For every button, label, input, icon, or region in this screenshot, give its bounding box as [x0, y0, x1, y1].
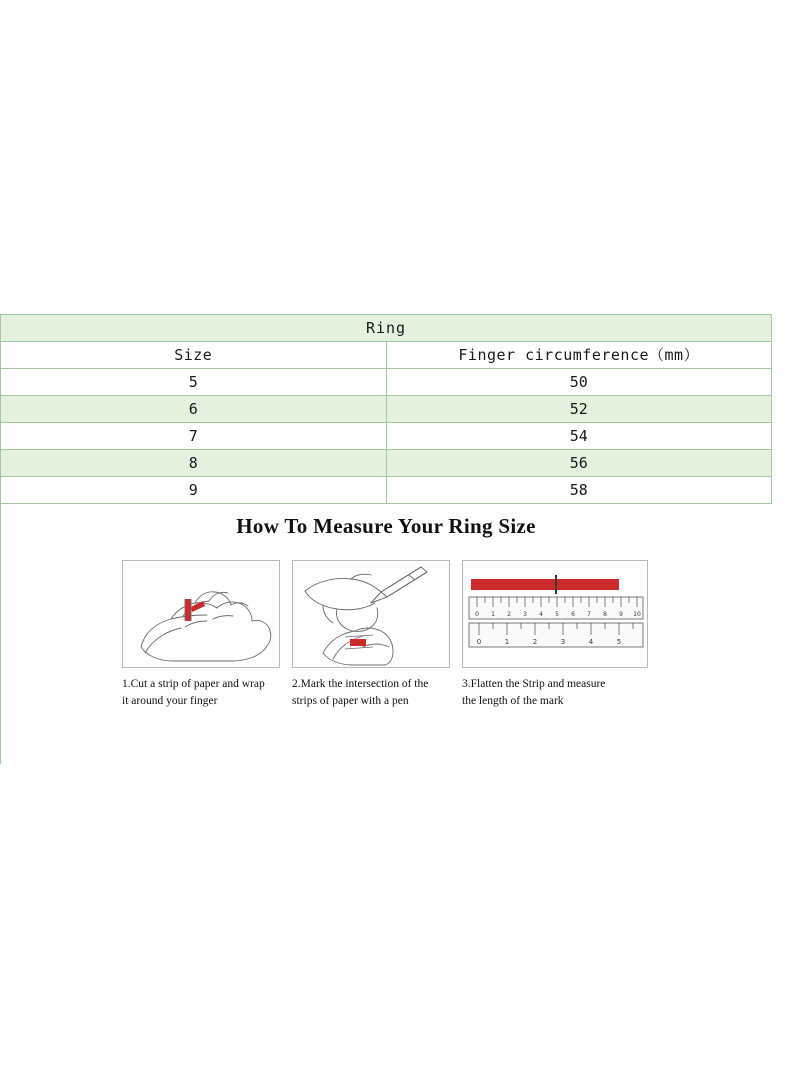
ring-size-table-container — [0, 314, 772, 504]
step-1-caption-line2: it around your finger — [122, 695, 218, 707]
cell-size: 5 — [1, 369, 387, 396]
svg-text:3: 3 — [523, 611, 527, 618]
cell-circumference: 56 — [386, 450, 772, 477]
table-row — [1, 396, 772, 423]
how-to-measure-heading: How To Measure Your Ring Size — [236, 514, 536, 538]
svg-text:7: 7 — [587, 611, 591, 618]
table-title-row — [1, 315, 772, 342]
svg-text:4: 4 — [539, 611, 543, 618]
svg-text:2: 2 — [532, 638, 538, 646]
header-circumference: Finger circumference（mm） — [386, 342, 772, 369]
cell-circumference: 52 — [386, 396, 772, 423]
cell-size: 7 — [1, 423, 387, 450]
step-3 — [462, 560, 650, 710]
svg-text:6: 6 — [571, 611, 575, 618]
ring-size-table — [0, 314, 772, 504]
table-row — [1, 450, 772, 477]
cell-size: 6 — [1, 396, 387, 423]
step-2-caption-line1: 2.Mark the intersection of the — [292, 678, 429, 690]
cell-size: 9 — [1, 477, 387, 504]
step-2 — [292, 560, 452, 710]
table-header-row — [1, 342, 772, 369]
step-1 — [122, 560, 282, 710]
svg-text:8: 8 — [603, 611, 607, 618]
header-size: Size — [1, 342, 387, 369]
step-2-caption-line2: strips of paper with a pen — [292, 695, 409, 707]
cell-circumference: 54 — [386, 423, 772, 450]
svg-text:1: 1 — [491, 611, 495, 618]
hand-with-paper-strip-illustration — [122, 560, 280, 668]
step-3-caption — [462, 676, 650, 710]
step-1-caption-line1: 1.Cut a strip of paper and wrap — [122, 678, 265, 690]
svg-text:3: 3 — [560, 638, 566, 646]
ruler-measuring-flattened-strip-illustration — [462, 560, 648, 668]
step-2-caption — [292, 676, 452, 710]
cell-circumference: 58 — [386, 477, 772, 504]
hand-marking-strip-with-pen-illustration — [292, 560, 450, 668]
table-row — [1, 477, 772, 504]
step-1-caption — [122, 676, 282, 710]
svg-text:5: 5 — [555, 611, 559, 618]
cell-circumference: 50 — [386, 369, 772, 396]
svg-text:2: 2 — [507, 611, 511, 618]
svg-text:0: 0 — [475, 611, 479, 618]
svg-text:5: 5 — [616, 638, 622, 646]
svg-text:0: 0 — [476, 638, 482, 646]
svg-text:9: 9 — [619, 611, 623, 618]
cell-size: 8 — [1, 450, 387, 477]
table-title: Ring — [1, 315, 772, 342]
table-row — [1, 369, 772, 396]
step-3-caption-line2: the length of the mark — [462, 695, 564, 707]
svg-text:1: 1 — [504, 638, 510, 646]
step-3-caption-line1: 3.Flatten the Strip and measure — [462, 678, 606, 690]
measure-steps — [122, 560, 662, 710]
svg-text:10: 10 — [633, 611, 641, 618]
svg-text:4: 4 — [588, 638, 594, 646]
table-row — [1, 423, 772, 450]
